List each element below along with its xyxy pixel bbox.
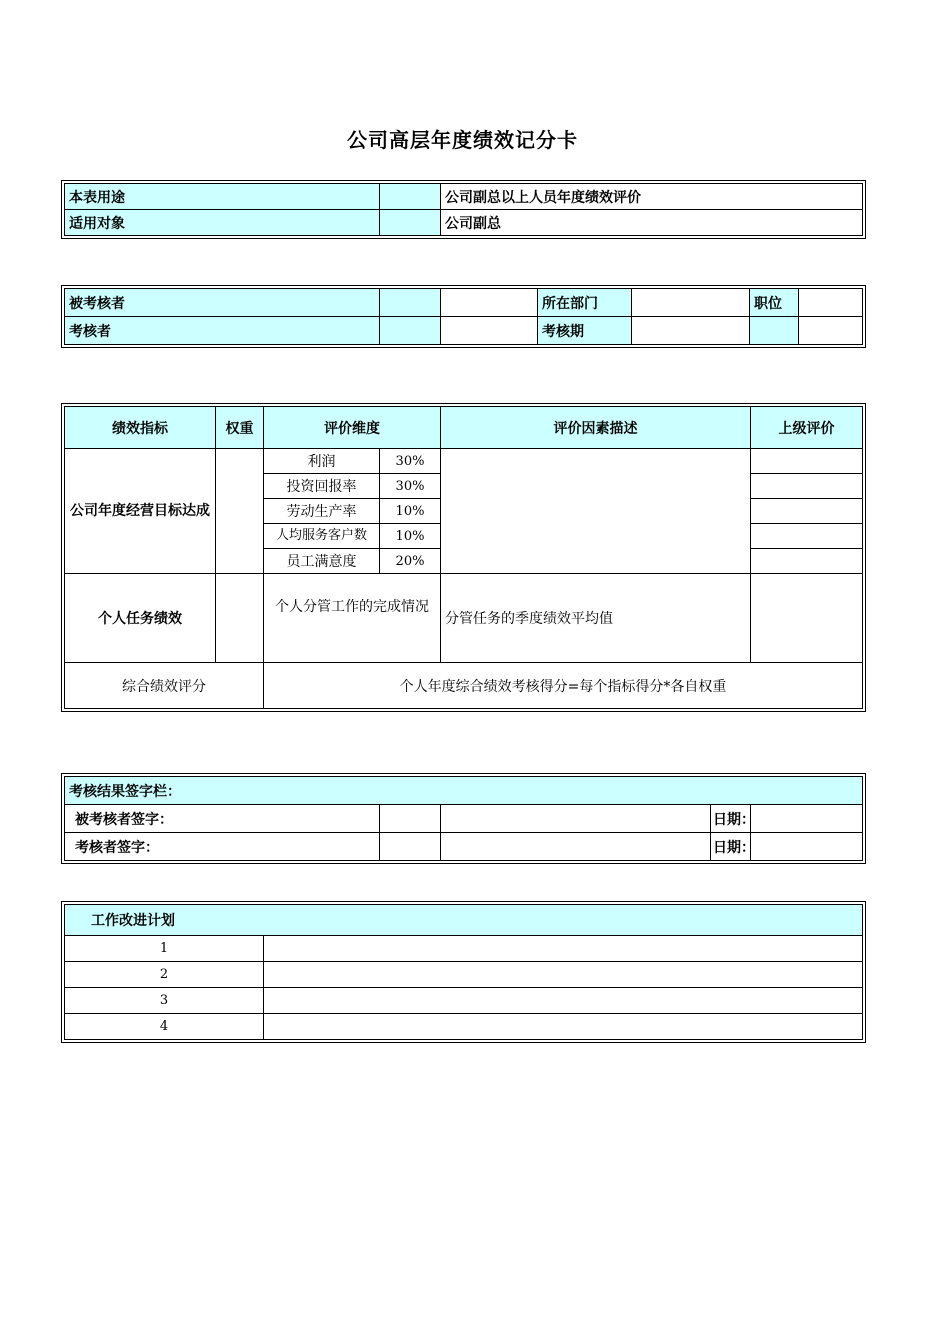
group1-description-cell [441, 449, 751, 574]
appraisee-date-label: 日期： [711, 805, 751, 833]
department-value-cell[interactable] [632, 289, 750, 317]
appraisee-sign-field[interactable] [441, 805, 711, 833]
dimension-item-name: 人均服务客户数 [264, 524, 380, 549]
dimension-item-pct: 10% [380, 524, 441, 549]
purpose-spacer-cell [380, 184, 441, 210]
appraisee-label: 被考核者 [65, 289, 380, 317]
period-extra-cell[interactable] [799, 317, 863, 345]
composite-formula: 个人年度综合绩效考核得分=每个指标得分*各自权重 [264, 663, 863, 709]
appraiser-value-cell[interactable] [441, 317, 538, 345]
period-spacer-cell [750, 317, 799, 345]
appraiser-date-cell[interactable] [751, 833, 863, 861]
header-description: 评价因素描述 [441, 407, 751, 449]
purpose-value: 公司副总以上人员年度绩效评价 [441, 184, 863, 210]
improvement-row-number: 1 [65, 936, 264, 962]
target-spacer-cell [380, 210, 441, 236]
purpose-table [64, 183, 863, 236]
dimension-item-pct: 30% [380, 449, 441, 474]
group2-name: 个人任务绩效 [65, 574, 216, 663]
superior-eval-cell[interactable] [751, 499, 863, 524]
appraisee-spacer-cell [380, 289, 441, 317]
improvement-row-number: 2 [65, 962, 264, 988]
appraiser-date-label: 日期： [711, 833, 751, 861]
scorecard-table [64, 406, 863, 709]
position-value-cell[interactable] [799, 289, 863, 317]
group2-dimension: 个人分管工作的完成情况 [264, 574, 441, 663]
improvement-row-content[interactable] [264, 962, 863, 988]
dimension-item-name: 劳动生产率 [264, 499, 380, 524]
dimension-item-name: 利润 [264, 449, 380, 474]
composite-label: 综合绩效评分 [65, 663, 264, 709]
appraisee-value-cell[interactable] [441, 289, 538, 317]
page-title: 公司高层年度绩效记分卡 [347, 128, 578, 152]
dimension-item-name: 投资回报率 [264, 474, 380, 499]
appraiser-sign-field[interactable] [441, 833, 711, 861]
superior-eval-cell[interactable] [751, 524, 863, 549]
dimension-item-pct: 30% [380, 474, 441, 499]
dimension-item-pct: 10% [380, 499, 441, 524]
period-label: 考核期 [538, 317, 632, 345]
superior-eval-cell[interactable] [751, 449, 863, 474]
info-table [64, 288, 863, 345]
improvement-row-content[interactable] [264, 1014, 863, 1040]
improvement-row-number: 4 [65, 1014, 264, 1040]
period-value-cell[interactable] [632, 317, 750, 345]
improvement-row-number: 3 [65, 988, 264, 1014]
signature-table [64, 776, 863, 861]
purpose-label: 本表用途 [65, 184, 380, 210]
header-indicator: 绩效指标 [65, 407, 216, 449]
header-superior: 上级评价 [751, 407, 863, 449]
target-value: 公司副总 [441, 210, 863, 236]
dimension-item-pct: 20% [380, 549, 441, 574]
improvement-row-content[interactable] [264, 936, 863, 962]
appraiser-spacer-cell [380, 317, 441, 345]
appraisee-sign-cell[interactable] [380, 805, 441, 833]
appraiser-sign-cell[interactable] [380, 833, 441, 861]
group2-weight-cell[interactable] [216, 574, 264, 663]
improvement-row-content[interactable] [264, 988, 863, 1014]
appraisee-sign-label: 被考核者签字： [65, 805, 380, 833]
appraisee-date-cell[interactable] [751, 805, 863, 833]
group1-name: 公司年度经营目标达成 [65, 449, 216, 574]
appraiser-label: 考核者 [65, 317, 380, 345]
group2-superior-cell[interactable] [751, 574, 863, 663]
department-label: 所在部门 [538, 289, 632, 317]
header-dimension: 评价维度 [264, 407, 441, 449]
superior-eval-cell[interactable] [751, 549, 863, 574]
position-label: 职位 [750, 289, 799, 317]
target-label: 适用对象 [65, 210, 380, 236]
improvement-header: 工作改进计划 [65, 905, 863, 936]
appraiser-sign-label: 考核者签字： [65, 833, 380, 861]
signature-header: 考核结果签字栏： [65, 777, 863, 805]
superior-eval-cell[interactable] [751, 474, 863, 499]
group2-description: 分管任务的季度绩效平均值 [441, 574, 751, 663]
improvement-table [64, 904, 863, 1040]
header-weight: 权重 [216, 407, 264, 449]
group1-weight-cell[interactable] [216, 449, 264, 574]
dimension-item-name: 员工满意度 [264, 549, 380, 574]
